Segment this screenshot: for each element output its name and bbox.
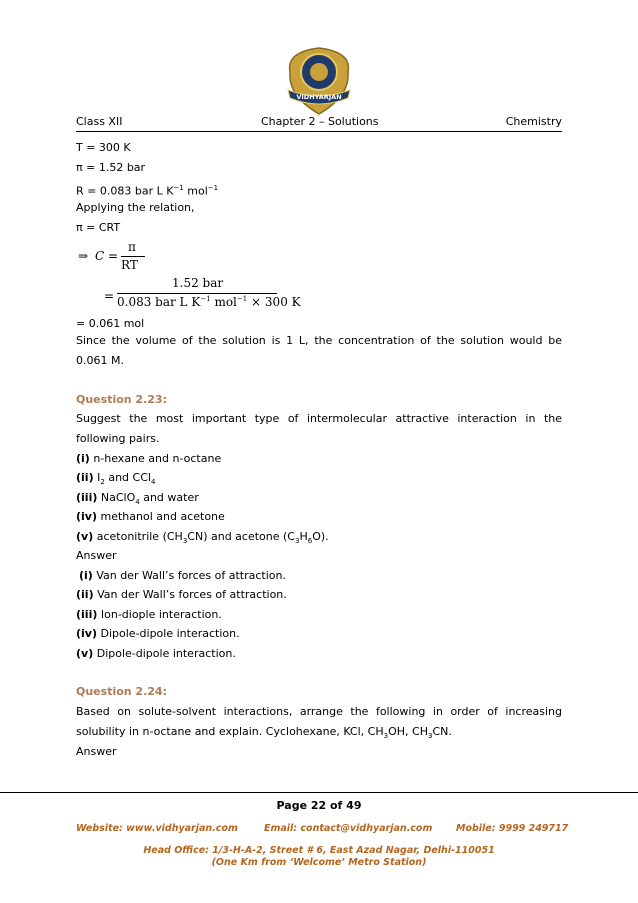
q223-answer-iv: (iv) Dipole-dipole interaction. bbox=[76, 627, 240, 640]
header-chapter: Chapter 2 – Solutions bbox=[261, 115, 379, 128]
question-2-24-title: Question 2.24: bbox=[76, 685, 167, 698]
question-2-23-text: Suggest the most important type of intermolecular attractive interaction in the following pairs. bbox=[76, 412, 562, 445]
q223-answer-v: (v) Dipole-dipole interaction. bbox=[76, 647, 236, 660]
footer-address: Head Office: 1/3-H-A-2, Street # 6, East Azad Nagar, Delhi-110051 bbox=[143, 845, 495, 856]
implies-symbol: ⇒ bbox=[78, 249, 89, 263]
eq-rt-denominator: RT bbox=[121, 258, 138, 272]
q223-answer-iii: (iii) Ion-diople interaction. bbox=[76, 608, 222, 621]
given-osmotic-pressure: π = 1.52 bar bbox=[76, 161, 146, 174]
q223-answer-ii: (ii) Van der Wall’s forces of attraction. bbox=[76, 588, 287, 601]
eq-denominator: 0.083 bar L $K^{-1}$ mol$^{-1}$ × 300 K bbox=[117, 295, 301, 309]
header-subject: Chemistry bbox=[505, 115, 562, 128]
q223-item-i: (i) n-hexane and n-octane bbox=[76, 452, 222, 465]
q223-item-iii: (iii) NaClO$_4$ and water bbox=[76, 491, 199, 507]
q223-item-v: (v) acetonitrile $(CH_3CN)$ and acetone $(C_3H_6O)$. bbox=[76, 530, 329, 546]
applying-relation: Applying the relation, bbox=[76, 201, 195, 214]
eq-numerator: 1.52 bar bbox=[172, 276, 224, 290]
footer-mobile: Mobile: 9999 249717 bbox=[456, 823, 569, 834]
footer-rule bbox=[0, 792, 638, 793]
fraction-bar-2 bbox=[117, 293, 277, 294]
result-line: = 0.061 mol bbox=[76, 317, 145, 330]
header-rule bbox=[76, 131, 562, 132]
q223-item-iv: (iv) methanol and acetone bbox=[76, 510, 225, 523]
footer-website[interactable]: Website: www.vidhyarjan.com bbox=[76, 823, 238, 834]
q223-answer-i: (i) Van der Wall’s forces of attraction. bbox=[79, 569, 286, 582]
page-header bbox=[76, 115, 562, 131]
logo-text: VIDHYARJAN bbox=[296, 93, 342, 101]
conclusion-paragraph: Since the volume of the solution is 1 L, the concentration of the solution would be 0.061 M. bbox=[76, 334, 562, 367]
relation-formula: π = CRT bbox=[76, 221, 121, 234]
eq-equals: = bbox=[104, 289, 115, 303]
given-temperature: T = 300 K bbox=[76, 141, 131, 154]
question-2-24-text: Based on solute-solvent interactions, arrange the following in order of increasing solubility in n-octane and explain. Cyclohexane, KCl, $CH_3OH$, $CH_3CN$. bbox=[76, 705, 562, 741]
q223-answer-label: Answer bbox=[76, 549, 117, 562]
fraction-bar-1 bbox=[121, 256, 145, 257]
footer-email[interactable]: Email: contact@vidhyarjan.com bbox=[264, 823, 433, 834]
given-gas-constant: R = 0.083 bar L $K^{-1}$ mol$^{-1}$ bbox=[76, 184, 219, 198]
vidhyarjan-logo bbox=[278, 38, 360, 120]
eq-pi-numerator: π bbox=[128, 240, 136, 254]
header-class: Class XII bbox=[76, 115, 123, 128]
eq-c-equals: C = bbox=[95, 249, 119, 263]
page-number: Page 22 of 49 bbox=[276, 799, 362, 812]
q224-answer-label: Answer bbox=[76, 745, 117, 758]
question-2-23-title: Question 2.23: bbox=[76, 393, 167, 406]
q223-item-ii: (ii) $I_2$ and CCl$_4$ bbox=[76, 471, 156, 487]
footer-address-note: (One Km from ‘Welcome’ Metro Station) bbox=[211, 857, 427, 868]
